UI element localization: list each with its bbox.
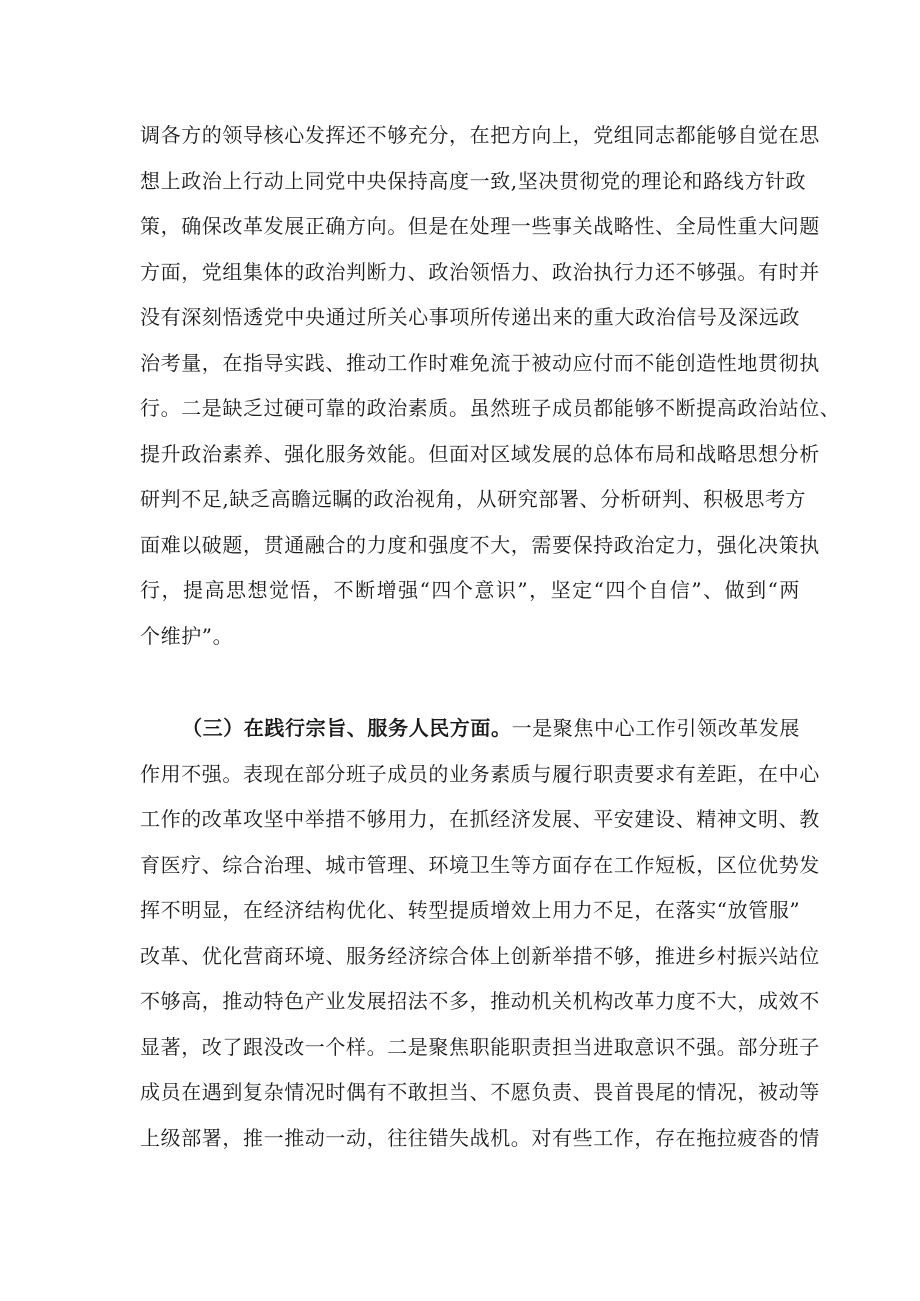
text-line: 方面，党组集体的政治判断力、政治领悟力、政治执行力还不够强。有时并 xyxy=(140,259,820,284)
text-line: 育医疗、综合治理、城市管理、环境卫生等方面存在工作短板，区位优势发 xyxy=(140,852,820,877)
text-line: 成员在遇到复杂情况时偶有不敢担当、不愿负责、畏首畏尾的情况，被动等 xyxy=(140,1080,820,1104)
paragraph-first-line xyxy=(140,706,800,752)
text-line: 上级部署，推一推动一动，往往错失战机。对有些工作，存在拖拉疲沓的情 xyxy=(140,1125,820,1150)
text-line: 想上政治上行动上同党中央保持高度一致,坚决贯彻党的理论和路线方针政 xyxy=(140,168,807,193)
text-line: 策，确保改革发展正确方向。但是在处理一些事关战略性、全局性重大问题 xyxy=(140,214,820,238)
text-line: 显著，改了跟没改一个样。二是聚焦职能职责担当进取意识不强。部分班子 xyxy=(140,1034,820,1059)
text-line: 行，提高思想觉悟，不断增强“四个意识”，坚定“四个自信”、做到“两 xyxy=(140,578,800,602)
text-line: 工作的改革攻坚中举措不够用力，在抓经济发展、平安建设、精神文明、教 xyxy=(140,807,820,831)
text-line: 没有深刻悟透党中央通过所关心事项所传递出来的重大政治信号及深远政 xyxy=(140,305,800,329)
text-line: 研判不足,缺乏高瞻远瞩的政治视角，从研究部署、分析研判、积极思考方 xyxy=(140,487,807,511)
text-run: 一是聚焦中心工作引领改革发展 xyxy=(511,716,801,740)
section-heading: （三）在践行宗旨、服务人民方面。 xyxy=(182,716,512,740)
text-line: 改革、优化营商环境、服务经济综合体上创新举措不够，推进乡村振兴站位 xyxy=(140,943,820,968)
text-line: 调各方的领导核心发挥还不够充分，在把方向上，党组同志都能够自觉在思 xyxy=(140,123,820,147)
text-line: 治考量，在指导实践、推动工作时难免流于被动应付而不能创造性地贯彻执 xyxy=(140,350,820,375)
text-line: 挥不明显，在经济结构优化、转型提质增效上用力不足，在落实“放管服” xyxy=(140,898,801,922)
text-line: 行。二是缺乏过硬可靠的政治素质。虽然班子成员都能够不断提高政治站位、 xyxy=(140,396,841,420)
paragraph-serve-people xyxy=(140,706,820,1161)
text-line: 提升政治素养、强化服务效能。但面对区域发展的总体布局和战略思想分析 xyxy=(140,441,820,466)
text-line: 不够高，推动特色产业发展招法不多，推动机关机构改革力度不大，成效不 xyxy=(140,989,820,1013)
text-line: 面难以破题，贯通融合的力度和强度不大，需要保持政治定力，强化决策执 xyxy=(140,532,820,557)
paragraph-political-quality xyxy=(140,113,841,659)
text-line: 作用不强。表现在部分班子成员的业务素质与履行职责要求有差距，在中心 xyxy=(140,761,820,786)
text-line: 个维护”。 xyxy=(140,623,234,648)
